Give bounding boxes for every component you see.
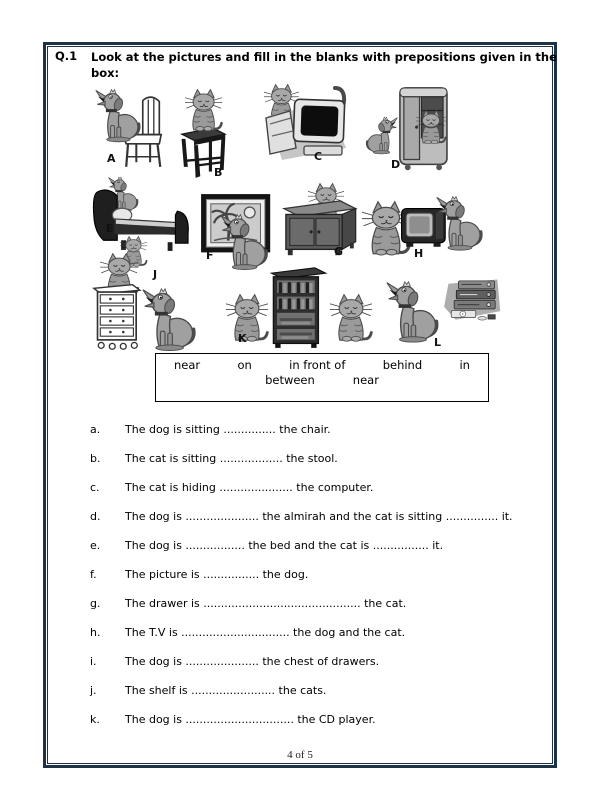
picture-k-illustration: [226, 266, 376, 352]
preposition-word: behind: [382, 358, 423, 372]
picture-b-cat-on-stool: [170, 86, 238, 180]
picture-d-dog-near-almirah: [366, 86, 456, 172]
dog-icon: [387, 282, 437, 342]
drawer-cabinet-icon: [284, 201, 356, 255]
picture-label-e: E: [106, 222, 114, 235]
sentence-letter: e.: [90, 539, 101, 552]
picture-c-illustration: [260, 84, 354, 164]
picture-a-dog-on-chair: [93, 84, 163, 170]
sentence-letter: b.: [90, 452, 101, 465]
preposition-word: near: [174, 358, 201, 372]
picture-label-h: H: [414, 247, 424, 260]
shelf-icon: [272, 268, 326, 348]
picture-label-f: F: [206, 249, 214, 262]
chest-of-drawers-icon: [94, 285, 140, 350]
sentence-text: The dog is ................. the bed and the cat is ................ it.: [125, 539, 444, 552]
sentence-e: [90, 539, 560, 552]
sentence-d: [90, 510, 560, 523]
picture-g-illustration: [282, 183, 360, 257]
sentence-letter: j.: [90, 684, 97, 697]
preposition-word: in: [459, 358, 470, 372]
preposition-word: between: [265, 373, 315, 387]
preposition-word: near: [352, 373, 379, 387]
preposition-row-2: [174, 373, 470, 387]
sentence-f: [90, 568, 560, 581]
sentence-letter: c.: [90, 481, 100, 494]
sentence-text: The shelf is ........................ the cats.: [125, 684, 327, 697]
picture-label-a: A: [107, 152, 116, 165]
sentence-letter: d.: [90, 510, 101, 523]
picture-label-c: C: [314, 150, 323, 163]
sentence-text: The T.V is ............................... the dog and the cat.: [125, 626, 406, 639]
dog-icon: [367, 117, 397, 154]
picture-label-b: B: [214, 166, 223, 179]
picture-label-k: K: [238, 332, 247, 345]
picture-a-illustration: [93, 84, 163, 170]
picture-b-illustration: [170, 86, 238, 180]
question-text: [91, 49, 557, 81]
picture-l-dog-near-cd-player: [386, 276, 500, 349]
picture-l-illustration: [386, 276, 500, 346]
sentence-text: The cat is hiding ..................... the computer.: [125, 481, 374, 494]
preposition-word: in front of: [289, 358, 346, 372]
page-number-indicator: 4 of 5: [287, 749, 313, 761]
sentence-letter: k.: [90, 713, 100, 726]
sentence-text: The cat is sitting .................. the stool.: [125, 452, 338, 465]
sentence-c: [90, 481, 560, 494]
picture-label-l: L: [434, 336, 442, 349]
sentence-letter: g.: [90, 597, 101, 610]
sentence-text: The drawer is ............................................. the cat.: [125, 597, 407, 610]
picture-j-dog-near-chest-of-drawers: [92, 253, 198, 351]
picture-label-d: D: [391, 158, 401, 171]
picture-label-j: J: [153, 268, 158, 281]
preposition-row-1: [174, 358, 470, 372]
sentence-j: [90, 684, 560, 697]
preposition-word-box: [155, 353, 489, 402]
question-text-line1: Look at the pictures and fill in the blanks with prepositions given in the: [91, 50, 557, 64]
sentence-b: [90, 452, 560, 465]
picture-label-g: G: [334, 245, 344, 258]
sentence-text: The dog is ..................... the almirah and the cat is sitting ............... it.: [125, 510, 513, 523]
sentence-letter: f.: [90, 568, 97, 581]
sentence-letter: a.: [90, 423, 101, 436]
picture-j-illustration: [92, 253, 198, 351]
sentence-text: The dog is ..................... the chest of drawers.: [125, 655, 380, 668]
sentence-text: The dog is sitting ............... the chair.: [125, 423, 331, 436]
picture-g-cat-behind-drawer: [282, 183, 360, 257]
picture-f-frame-behind-dog: [198, 193, 274, 273]
sentence-text: The dog is ............................... the CD player.: [125, 713, 376, 726]
cat-icon: [185, 90, 222, 131]
preposition-word: on: [237, 358, 252, 372]
sentence-text: The picture is ................ the dog.: [125, 568, 309, 581]
sentence-letter: h.: [90, 626, 101, 639]
question-text-line2: box:: [91, 66, 120, 80]
sentence-letter: i.: [90, 655, 97, 668]
sentence-k: [90, 713, 560, 726]
almirah-icon: [400, 88, 447, 170]
sentence-a: [90, 423, 560, 436]
picture-h-tv-between-cat-and-dog: [362, 191, 484, 259]
sentence-g: [90, 597, 560, 610]
picture-c-cat-behind-computer: [260, 84, 354, 164]
tv-icon: [402, 209, 446, 247]
cat-icon: [226, 295, 268, 342]
question-number: Q.1: [55, 49, 78, 63]
sentence-h: [90, 626, 560, 639]
picture-d-illustration: [366, 86, 456, 172]
picture-k-shelf-between-cats: [226, 266, 376, 352]
dog-icon: [143, 289, 194, 351]
cd-player-icon: [444, 279, 500, 320]
cat-icon: [330, 295, 372, 342]
dog-icon: [96, 90, 139, 142]
sentence-i: [90, 655, 560, 668]
